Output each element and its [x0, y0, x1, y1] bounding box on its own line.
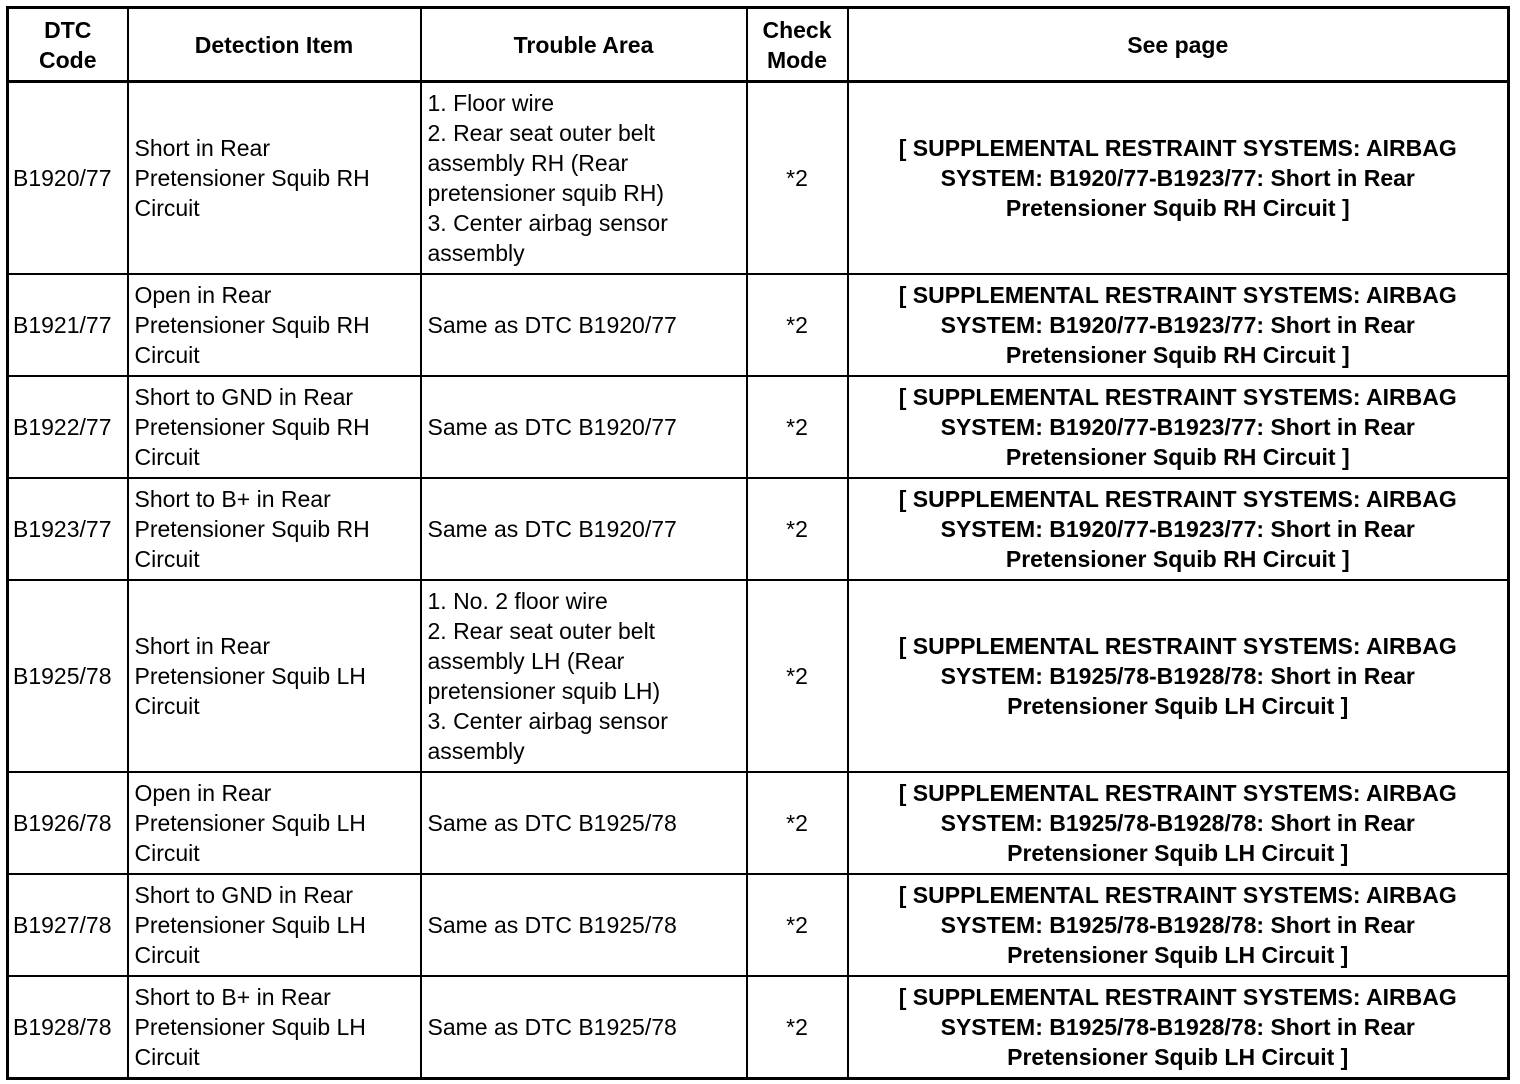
see-page-line: [ SUPPLEMENTAL RESTRAINT SYSTEMS: AIRBAG — [898, 134, 1457, 161]
see-page-line: SYSTEM: B1920/77-B1923/77: Short in Rear — [940, 311, 1415, 338]
dtc-code-cell: B1922/77 — [8, 376, 128, 478]
see-page-link[interactable] — [848, 274, 1509, 376]
table-row — [8, 376, 1509, 478]
detection-item-cell — [128, 772, 421, 874]
trouble-area-line: assembly — [427, 239, 525, 266]
see-page-link[interactable] — [848, 82, 1509, 274]
header-see-page: See page — [848, 8, 1509, 82]
trouble-area-cell — [421, 772, 747, 874]
see-page-line: Pretensioner Squib RH Circuit ] — [1005, 443, 1350, 470]
detection-item-line: Short to B+ in Rear — [134, 485, 331, 512]
trouble-area-cell — [421, 376, 747, 478]
header-row — [8, 8, 1509, 82]
detection-item-line: Circuit — [134, 941, 200, 968]
detection-item-line: Pretensioner Squib RH — [134, 164, 370, 191]
detection-item-cell — [128, 82, 421, 274]
detection-item-line: Circuit — [134, 839, 200, 866]
detection-item-line: Short in Rear — [134, 632, 271, 659]
trouble-area-cell — [421, 580, 747, 772]
detection-item-line: Circuit — [134, 1043, 200, 1070]
dtc-code-cell: B1928/78 — [8, 976, 128, 1079]
see-page-line: Pretensioner Squib LH Circuit ] — [1007, 941, 1349, 968]
table-row — [8, 874, 1509, 976]
trouble-area-line: Same as DTC B1920/77 — [427, 515, 677, 542]
see-page-line: [ SUPPLEMENTAL RESTRAINT SYSTEMS: AIRBAG — [898, 881, 1457, 908]
dtc-code-cell: B1923/77 — [8, 478, 128, 580]
trouble-area-line: assembly RH (Rear — [427, 149, 629, 176]
trouble-area-line: assembly LH (Rear — [427, 647, 625, 674]
trouble-area-line: pretensioner squib LH) — [427, 677, 661, 704]
table-row — [8, 976, 1509, 1079]
detection-item-line: Pretensioner Squib RH — [134, 311, 370, 338]
check-mode-cell: *2 — [747, 478, 848, 580]
see-page-line: [ SUPPLEMENTAL RESTRAINT SYSTEMS: AIRBAG — [898, 779, 1457, 806]
detection-item-line: Circuit — [134, 194, 200, 221]
detection-item-cell — [128, 478, 421, 580]
see-page-line: SYSTEM: B1920/77-B1923/77: Short in Rear — [940, 164, 1415, 191]
check-mode-cell: *2 — [747, 976, 848, 1079]
detection-item-line: Short in Rear — [134, 134, 271, 161]
see-page-line: Pretensioner Squib RH Circuit ] — [1005, 194, 1350, 221]
trouble-area-cell — [421, 478, 747, 580]
table-body — [8, 82, 1509, 1079]
detection-item-cell — [128, 976, 421, 1079]
check-mode-cell: *2 — [747, 82, 848, 274]
detection-item-line: Open in Rear — [134, 779, 272, 806]
header-dtc-code: DTC Code — [8, 8, 128, 82]
check-mode-cell: *2 — [747, 874, 848, 976]
dtc-code-cell: B1925/78 — [8, 580, 128, 772]
check-mode-cell: *2 — [747, 274, 848, 376]
detection-item-line: Circuit — [134, 443, 200, 470]
see-page-link[interactable] — [848, 580, 1509, 772]
see-page-line: SYSTEM: B1925/78-B1928/78: Short in Rear — [940, 911, 1415, 938]
see-page-line: [ SUPPLEMENTAL RESTRAINT SYSTEMS: AIRBAG — [898, 485, 1457, 512]
trouble-area-line: Same as DTC B1925/78 — [427, 809, 677, 836]
see-page-line: Pretensioner Squib LH Circuit ] — [1007, 1043, 1349, 1070]
trouble-area-line: Same as DTC B1925/78 — [427, 1013, 677, 1040]
trouble-area-cell — [421, 874, 747, 976]
trouble-area-line: Same as DTC B1920/77 — [427, 311, 677, 338]
dtc-code-cell: B1926/78 — [8, 772, 128, 874]
trouble-area-line: pretensioner squib RH) — [427, 179, 665, 206]
see-page-link[interactable] — [848, 376, 1509, 478]
see-page-line: [ SUPPLEMENTAL RESTRAINT SYSTEMS: AIRBAG — [898, 632, 1457, 659]
see-page-link[interactable] — [848, 478, 1509, 580]
see-page-line: [ SUPPLEMENTAL RESTRAINT SYSTEMS: AIRBAG — [898, 281, 1457, 308]
trouble-area-line: assembly — [427, 737, 525, 764]
table-row — [8, 274, 1509, 376]
detection-item-cell — [128, 874, 421, 976]
table-header — [8, 8, 1509, 82]
trouble-area-line: Same as DTC B1925/78 — [427, 911, 677, 938]
detection-item-line: Short to GND in Rear — [134, 881, 354, 908]
table-row — [8, 772, 1509, 874]
trouble-area-line: 2. Rear seat outer belt — [427, 119, 656, 146]
trouble-area-line: 1. No. 2 floor wire — [427, 587, 608, 614]
header-check-mode: Check Mode — [747, 8, 848, 82]
see-page-link[interactable] — [848, 976, 1509, 1079]
see-page-link[interactable] — [848, 772, 1509, 874]
trouble-area-cell — [421, 82, 747, 274]
see-page-line: Pretensioner Squib LH Circuit ] — [1007, 839, 1349, 866]
check-mode-cell: *2 — [747, 376, 848, 478]
table-row — [8, 478, 1509, 580]
detection-item-cell — [128, 274, 421, 376]
see-page-line: SYSTEM: B1920/77-B1923/77: Short in Rear — [940, 515, 1415, 542]
trouble-area-line: 3. Center airbag sensor — [427, 707, 668, 734]
see-page-line: SYSTEM: B1925/78-B1928/78: Short in Rear — [940, 809, 1415, 836]
table-row — [8, 580, 1509, 772]
detection-item-line: Pretensioner Squib LH — [134, 662, 366, 689]
detection-item-line: Pretensioner Squib LH — [134, 1013, 366, 1040]
trouble-area-cell — [421, 976, 747, 1079]
see-page-line: [ SUPPLEMENTAL RESTRAINT SYSTEMS: AIRBAG — [898, 983, 1457, 1010]
table-row — [8, 82, 1509, 274]
header-detection-item: Detection Item — [128, 8, 421, 82]
header-trouble-area: Trouble Area — [421, 8, 747, 82]
dtc-code-cell: B1927/78 — [8, 874, 128, 976]
see-page-line: SYSTEM: B1925/78-B1928/78: Short in Rear — [940, 1013, 1415, 1040]
see-page-line: SYSTEM: B1925/78-B1928/78: Short in Rear — [940, 662, 1415, 689]
see-page-line: [ SUPPLEMENTAL RESTRAINT SYSTEMS: AIRBAG — [898, 383, 1457, 410]
detection-item-line: Pretensioner Squib RH — [134, 515, 370, 542]
detection-item-line: Pretensioner Squib LH — [134, 809, 366, 836]
see-page-line: SYSTEM: B1920/77-B1923/77: Short in Rear — [940, 413, 1415, 440]
see-page-link[interactable] — [848, 874, 1509, 976]
dtc-code-cell: B1920/77 — [8, 82, 128, 274]
see-page-line: Pretensioner Squib RH Circuit ] — [1005, 545, 1350, 572]
detection-item-line: Circuit — [134, 341, 200, 368]
detection-item-cell — [128, 580, 421, 772]
trouble-area-line: Same as DTC B1920/77 — [427, 413, 677, 440]
detection-item-line: Short to GND in Rear — [134, 383, 354, 410]
detection-item-line: Short to B+ in Rear — [134, 983, 331, 1010]
detection-item-line: Circuit — [134, 692, 200, 719]
check-mode-cell: *2 — [747, 580, 848, 772]
dtc-table — [6, 6, 1510, 1080]
trouble-area-line: 2. Rear seat outer belt — [427, 617, 656, 644]
see-page-line: Pretensioner Squib LH Circuit ] — [1007, 692, 1349, 719]
dtc-code-cell: B1921/77 — [8, 274, 128, 376]
detection-item-line: Open in Rear — [134, 281, 272, 308]
detection-item-line: Pretensioner Squib LH — [134, 911, 366, 938]
detection-item-line: Circuit — [134, 545, 200, 572]
check-mode-cell: *2 — [747, 772, 848, 874]
trouble-area-cell — [421, 274, 747, 376]
detection-item-line: Pretensioner Squib RH — [134, 413, 370, 440]
detection-item-cell — [128, 376, 421, 478]
trouble-area-line: 3. Center airbag sensor — [427, 209, 668, 236]
trouble-area-line: 1. Floor wire — [427, 89, 555, 116]
see-page-line: Pretensioner Squib RH Circuit ] — [1005, 341, 1350, 368]
